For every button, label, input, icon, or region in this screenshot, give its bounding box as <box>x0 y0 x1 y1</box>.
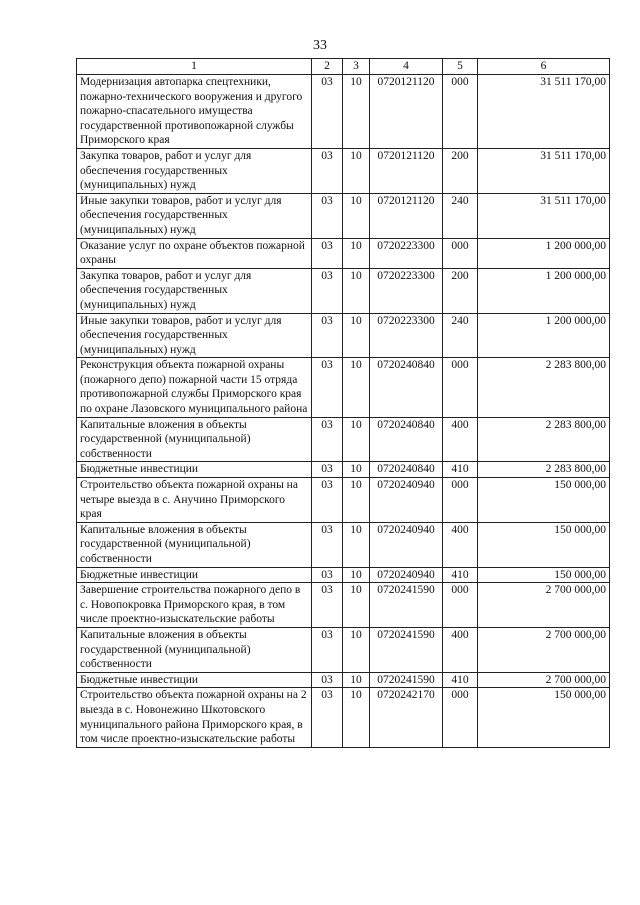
row-target-code-cell: 0720240840 <box>370 358 443 417</box>
row-code-cell: 03 <box>312 268 343 313</box>
row-target-code-cell: 0720121120 <box>370 148 443 193</box>
row-expense-type-cell: 200 <box>443 268 478 313</box>
table-row <box>77 672 610 688</box>
row-expense-type-cell: 400 <box>443 417 478 462</box>
row-code-cell: 10 <box>343 567 370 583</box>
row-expense-type-cell: 000 <box>443 358 478 417</box>
row-code-cell: 10 <box>343 148 370 193</box>
table-row <box>77 417 610 462</box>
column-header: 6 <box>478 59 610 75</box>
column-header: 5 <box>443 59 478 75</box>
row-amount-cell: 31 511 170,00 <box>478 148 610 193</box>
table-row <box>77 75 610 149</box>
row-code-cell: 10 <box>343 268 370 313</box>
row-code-cell: 10 <box>343 522 370 567</box>
row-expense-type-cell: 000 <box>443 583 478 628</box>
row-code-cell: 10 <box>343 358 370 417</box>
row-expense-type-cell: 400 <box>443 522 478 567</box>
row-code-cell: 10 <box>343 313 370 358</box>
row-code-cell: 03 <box>312 627 343 672</box>
table-body <box>77 75 610 748</box>
row-name-cell: Бюджетные инвестиции <box>77 462 312 478</box>
row-code-cell: 03 <box>312 462 343 478</box>
row-amount-cell: 2 700 000,00 <box>478 627 610 672</box>
row-target-code-cell: 0720223300 <box>370 238 443 268</box>
row-target-code-cell: 0720240940 <box>370 522 443 567</box>
table-row <box>77 193 610 238</box>
column-header: 1 <box>77 59 312 75</box>
table-row <box>77 478 610 523</box>
row-code-cell: 10 <box>343 193 370 238</box>
row-amount-cell: 31 511 170,00 <box>478 75 610 149</box>
row-target-code-cell: 0720242170 <box>370 688 443 747</box>
row-amount-cell: 2 700 000,00 <box>478 672 610 688</box>
table-row <box>77 522 610 567</box>
row-expense-type-cell: 000 <box>443 238 478 268</box>
row-expense-type-cell: 410 <box>443 462 478 478</box>
row-code-cell: 03 <box>312 238 343 268</box>
row-expense-type-cell: 410 <box>443 672 478 688</box>
row-code-cell: 03 <box>312 148 343 193</box>
row-amount-cell: 2 283 800,00 <box>478 417 610 462</box>
row-name-cell: Бюджетные инвестиции <box>77 672 312 688</box>
row-amount-cell: 150 000,00 <box>478 522 610 567</box>
row-amount-cell: 1 200 000,00 <box>478 238 610 268</box>
row-name-cell: Закупка товаров, работ и услуг для обеспечения государственных (муниципальных) нужд <box>77 148 312 193</box>
row-expense-type-cell: 000 <box>443 688 478 747</box>
row-code-cell: 03 <box>312 75 343 149</box>
table-row <box>77 313 610 358</box>
row-expense-type-cell: 410 <box>443 567 478 583</box>
row-target-code-cell: 0720240940 <box>370 478 443 523</box>
row-code-cell: 10 <box>343 688 370 747</box>
row-name-cell: Реконструкция объекта пожарной охраны (пожарного депо) пожарной части 15 отряда противопожарной службы Приморского края по охране Лазовского муниципального района <box>77 358 312 417</box>
row-target-code-cell: 0720121120 <box>370 75 443 149</box>
table-row <box>77 268 610 313</box>
column-header: 3 <box>343 59 370 75</box>
row-expense-type-cell: 200 <box>443 148 478 193</box>
row-code-cell: 03 <box>312 567 343 583</box>
row-name-cell: Иные закупки товаров, работ и услуг для обеспечения государственных (муниципальных) нужд <box>77 193 312 238</box>
row-name-cell: Строительство объекта пожарной охраны на 2 выезда в с. Новонежино Шкотовского муниципального района Приморского края, в том числе проектно-изыскательские работы <box>77 688 312 747</box>
row-code-cell: 10 <box>343 583 370 628</box>
row-target-code-cell: 0720241590 <box>370 627 443 672</box>
row-code-cell: 03 <box>312 193 343 238</box>
row-expense-type-cell: 000 <box>443 75 478 149</box>
row-target-code-cell: 0720223300 <box>370 313 443 358</box>
row-amount-cell: 150 000,00 <box>478 688 610 747</box>
row-amount-cell: 2 283 800,00 <box>478 462 610 478</box>
row-name-cell: Капитальные вложения в объекты государственной (муниципальной) собственности <box>77 627 312 672</box>
row-code-cell: 10 <box>343 672 370 688</box>
table-row <box>77 688 610 747</box>
row-target-code-cell: 0720223300 <box>370 268 443 313</box>
row-name-cell: Строительство объекта пожарной охраны на четыре выезда в с. Анучино Приморского края <box>77 478 312 523</box>
row-expense-type-cell: 400 <box>443 627 478 672</box>
row-target-code-cell: 0720121120 <box>370 193 443 238</box>
budget-table <box>76 58 610 748</box>
row-amount-cell: 31 511 170,00 <box>478 193 610 238</box>
row-code-cell: 10 <box>343 75 370 149</box>
row-amount-cell: 1 200 000,00 <box>478 268 610 313</box>
table-row <box>77 567 610 583</box>
table-row <box>77 462 610 478</box>
table-row <box>77 627 610 672</box>
row-target-code-cell: 0720240940 <box>370 567 443 583</box>
row-target-code-cell: 0720241590 <box>370 672 443 688</box>
row-target-code-cell: 0720240840 <box>370 462 443 478</box>
row-name-cell: Закупка товаров, работ и услуг для обеспечения государственных (муниципальных) нужд <box>77 268 312 313</box>
column-header: 2 <box>312 59 343 75</box>
row-name-cell: Оказание услуг по охране объектов пожарной охраны <box>77 238 312 268</box>
row-code-cell: 03 <box>312 688 343 747</box>
row-name-cell: Капитальные вложения в объекты государственной (муниципальной) собственности <box>77 417 312 462</box>
table-header-row <box>77 59 610 75</box>
row-code-cell: 10 <box>343 462 370 478</box>
row-name-cell: Капитальные вложения в объекты государственной (муниципальной) собственности <box>77 522 312 567</box>
row-code-cell: 10 <box>343 238 370 268</box>
row-code-cell: 03 <box>312 522 343 567</box>
row-amount-cell: 150 000,00 <box>478 478 610 523</box>
row-name-cell: Модернизация автопарка спецтехники, пожарно-технического вооружения и другого пожарно-спасательного имущества государственной противопожарной службы Приморского края <box>77 75 312 149</box>
page-number: 33 <box>313 38 327 53</box>
row-name-cell: Иные закупки товаров, работ и услуг для обеспечения государственных (муниципальных) нужд <box>77 313 312 358</box>
table-row <box>77 583 610 628</box>
table-row <box>77 238 610 268</box>
row-expense-type-cell: 240 <box>443 313 478 358</box>
row-amount-cell: 2 283 800,00 <box>478 358 610 417</box>
row-code-cell: 10 <box>343 627 370 672</box>
row-amount-cell: 2 700 000,00 <box>478 583 610 628</box>
row-amount-cell: 150 000,00 <box>478 567 610 583</box>
row-name-cell: Завершение строительства пожарного депо в с. Новопокровка Приморского края, в том числе проектно-изыскательские работы <box>77 583 312 628</box>
column-header: 4 <box>370 59 443 75</box>
row-code-cell: 03 <box>312 672 343 688</box>
row-expense-type-cell: 000 <box>443 478 478 523</box>
row-target-code-cell: 0720240840 <box>370 417 443 462</box>
row-name-cell: Бюджетные инвестиции <box>77 567 312 583</box>
row-code-cell: 03 <box>312 583 343 628</box>
row-amount-cell: 1 200 000,00 <box>478 313 610 358</box>
row-code-cell: 03 <box>312 358 343 417</box>
row-code-cell: 10 <box>343 478 370 523</box>
table-row <box>77 148 610 193</box>
row-code-cell: 03 <box>312 313 343 358</box>
table-row <box>77 358 610 417</box>
row-code-cell: 10 <box>343 417 370 462</box>
row-expense-type-cell: 240 <box>443 193 478 238</box>
row-code-cell: 03 <box>312 417 343 462</box>
row-code-cell: 03 <box>312 478 343 523</box>
row-target-code-cell: 0720241590 <box>370 583 443 628</box>
